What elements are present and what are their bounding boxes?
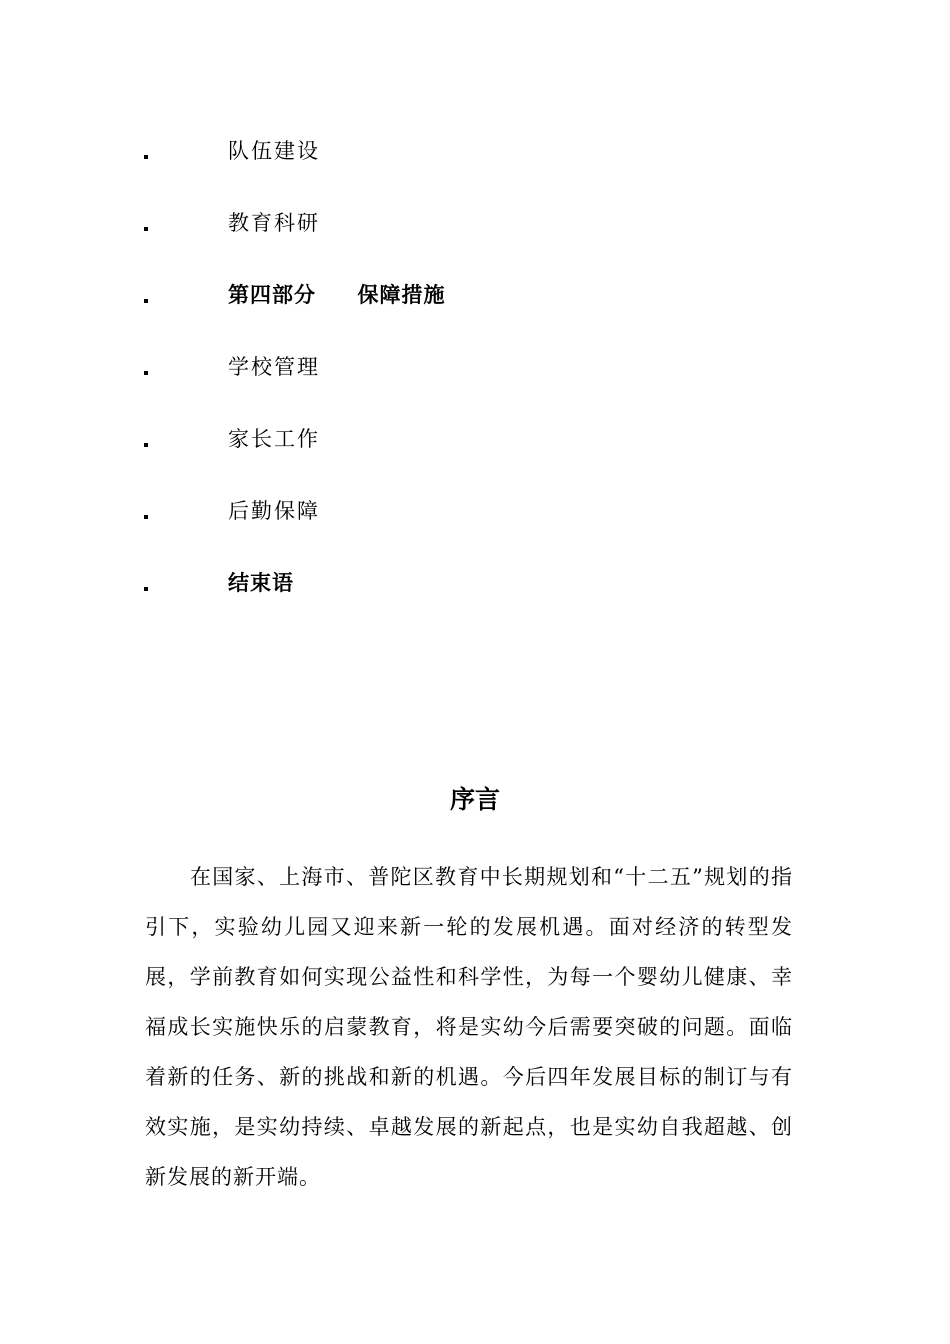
toc-item — [0, 569, 950, 609]
bullet-icon — [144, 299, 148, 303]
bullet-icon — [144, 443, 148, 447]
toc-item — [0, 497, 950, 537]
toc-item-label: 队伍建设 — [228, 139, 320, 163]
preface-body: 在国家、上海市、普陀区教育中长期规划和“十二五”规划的指引下，实验幼儿园又迎来新一轮的发展机遇。面对经济的转型发展，学前教育如何实现公益性和科学性，为每一个婴幼儿健康、幸福成长实施快乐的启蒙教育，将是实幼今后需要突破的问题。面临着新的任务、新的挑战和新的机遇。今后四年发展目标的制订与有效实施，是实幼持续、卓越发展的新起点，也是实幼自我超越、创新发展的新开端。 — [145, 865, 793, 1189]
toc-item-label: 后勤保障 — [228, 499, 320, 523]
bullet-icon — [144, 371, 148, 375]
bullet-icon — [144, 227, 148, 231]
toc-item — [0, 209, 950, 249]
toc-item — [0, 353, 950, 393]
bullet-icon — [144, 587, 148, 591]
bullet-icon — [144, 515, 148, 519]
toc-item — [0, 425, 950, 465]
toc-item — [0, 281, 950, 321]
toc-item-label: 第四部分 保障措施 — [228, 282, 446, 307]
toc-item-label: 结束语 — [228, 570, 294, 595]
toc-item-label: 家长工作 — [228, 427, 320, 451]
preface-title: 序言 — [449, 785, 500, 814]
toc-item-label: 学校管理 — [228, 355, 320, 379]
toc-item — [0, 137, 950, 177]
toc-item-label: 教育科研 — [228, 211, 320, 235]
bullet-icon — [144, 155, 148, 159]
